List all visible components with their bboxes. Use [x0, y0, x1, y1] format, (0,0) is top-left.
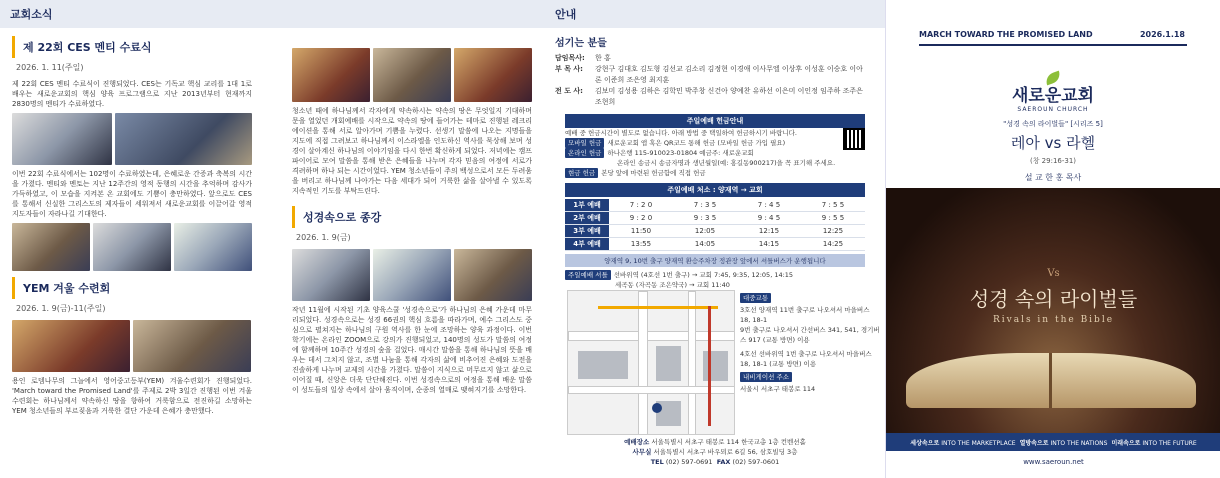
sermon-series: "성경 속의 라이벌들" [시리즈 5]: [1003, 120, 1103, 128]
staff-heading: 섬기는 분들: [555, 38, 607, 49]
weekday-shuttle: [565, 270, 865, 290]
transport-info: [740, 290, 880, 394]
offering-heading: 주일예배 헌금안내: [565, 114, 865, 128]
bible-paragraph: 작년 11월에 시작된 기초 양육스쿨 '성경속으로'가 하나님의 은혜 가운데 마무리되었다. 성경속으로는 성경 66권의 핵심 흐름을 따라가며, 예수 그리스도 중심으로 펼쳐지는 하나님의 구원 역사를 한 눈에 조망하는 양육 과정이다. 이번 학기에는 온라인 ZOOM으로 강의가 진행되었고, 140명의 성도가 말씀의 여정에 함께하며 10주간 성경의 숲을 걸었다. 매시간 말씀을 통해 하나님의 뜻을 배우는 데서 그치지 않고, 조별 나눔을 통해 각자의 삶에 비추어진 은혜와 도전을 진솔하게 나누며 교제의 시간을 가졌다. 말씀이 지식으로 머무르지 않고 삶으로 이어질 때, 신앙은 더욱 단단해진다. 이번 성경속으로의 여정을 통해 배운 말씀이 성도들의 일상 속에서 살아 움직이며, 순종의 열매로 맺혀지기를 소망한다.: [292, 306, 532, 394]
yem-photo-5: [454, 48, 532, 102]
navigation-tag: 내비게이션 주소: [740, 372, 792, 382]
table-row: 1부 예배 7 : 2 0 7 : 3 5 7 : 4 5 7 : 5 5: [565, 199, 865, 212]
ces-photo-1: [12, 113, 112, 165]
offering-online: 온라인 헌금 하나은행 115-910023-01804 예금주: 새로운교회: [565, 148, 865, 158]
bible-photos: [292, 249, 532, 301]
schedule-heading: 주일예배 처소 : 양재역 → 교회: [565, 183, 865, 197]
cover-header: [886, 0, 1220, 39]
preacher: 설 교 한 홍 목사: [1024, 173, 1082, 182]
transport-line-3: 4호선 선바위역 1번 출구로 나오셔서 마을버스 18, 18-1 (교통 방면) 이용: [740, 350, 872, 368]
weekday-line-2: 세곡동 (자곡동 조은약국) → 교회 11:40: [615, 281, 730, 289]
cover-date: 2026.1.18: [1139, 30, 1185, 39]
schedule-heading-wrap: [565, 183, 865, 197]
ces-photo-3: [12, 223, 90, 271]
staff-row: 담임목사: 한 홍: [555, 54, 611, 62]
staff-row: 부 목 사: 강현구 김대호 김도형 김선교 김소리 김정현 이경애 이사무엘 이상후 이성훈 이승호 이아론 이준희 조은영 최지훈: [555, 65, 863, 84]
yem-paragraph-continued: 청소년 때에 하나님께서 각자에게 약속하시는 약속의 땅은 무엇일지 기대하며 문을 열었던 개회예배를 시작으로 약속의 땅에 들어가는 테마로 진행된 레크리에이션을 통해 서로 알아가며 기쁨을 누렸다. 선생기 말씀에 나오는 지명들을 지도에 직접 그려보고 하나님께서 이스라엘을 인도하신 역사를 묵상해 보며 성경이 살아계신 하나님의 이야기임을 다시 한번 확신하게 되었다. 저녁에는 캠프파이어로 모여 말씀을 통해 받은 은혜들을 나누며 각자 믿음의 여정에 서로가 격려하며 하나 되는 시간이었다. YEM 청소년들이 주의 백성으로서 모든 두려움을 버리고 하나님께 나아가는 다음 세대가 되어 거룩한 삶을 살아낼 수 있도록 지속적인 기도를 부탁드린다.: [292, 107, 532, 195]
ces-photos-2: [12, 223, 252, 271]
staff-list: [545, 53, 885, 108]
news-column-2: [292, 48, 532, 395]
bible-photo-3: [454, 249, 532, 301]
offering-mobile: 모바일 헌금 새로운교회 앱 혹은 QR코드 통해 헌금 (모바일 헌금 가입 필요): [565, 138, 865, 148]
bible-date: 2026. 1. 9(금): [296, 233, 351, 242]
news-tab: 교회소식: [0, 0, 545, 28]
cover-artwork: [886, 188, 1220, 433]
table-row: 3부 예배 11:50 12:05 12:15 12:25: [565, 225, 865, 238]
table-row: 2부 예배 9 : 2 0 9 : 3 5 9 : 4 5 9 : 5 5: [565, 212, 865, 225]
church-location-pin-icon: [652, 403, 662, 413]
yem-photos-2: [292, 48, 532, 102]
yem-photo-2: [133, 320, 251, 372]
offering-cash: 현금 헌금 본당 앞에 마련된 헌금함에 직접 헌금: [565, 168, 865, 178]
cover-panel: [885, 0, 1220, 478]
ces-photo-2: [115, 113, 252, 165]
ces-paragraph-2: 이번 22회 수료식에서는 102명이 수료하였는데, 은혜로운 간증과 축복의 시간을 가졌다. 멘티와 멘토는 지난 12주간의 영적 동행의 시간을 추억하며 감사가 가득하였고, 이 모습을 지켜본 온 교회에도 기쁨이 충만하였다. 앞으로도 CES를 통해서 신실한 그리스도의 제자들이 세워져서 새로운교회를 이끌어갈 영적 지도자들이 자라나길 기대한다.: [12, 170, 252, 218]
artwork-title: 성경 속의 라이벌들: [969, 287, 1138, 311]
yem-photo-4: [373, 48, 451, 102]
sermon-title: 레아 vs 라헬: [1010, 134, 1096, 152]
yem-paragraph: 용인 로뎀나무의 그늘에서 영어중고등부(YEM) 겨울수련회가 진행되었다. 'March toward the Promised Land'를 주제로 2박 3일간 진행된 이번 겨울수련회는 하나님께서 약속하신 땅을 향하여 거룩함으로 전진하길 소망하는 YEM 청소년들의 부르짖음과 거룩한 결단 가운데 은혜가 충만했다.: [12, 377, 252, 415]
offering-online-note: 온라인 송금시 송금자명과 생년월일(예: 홍길동900217)을 꼭 표기해 주세요.: [617, 159, 836, 167]
news-panel: [0, 0, 545, 478]
ces-title: 제 22회 CES 멘티 수료식: [12, 36, 252, 58]
church-name-kr: 새로운교회: [1011, 86, 1095, 106]
ces-date: 2026. 1. 11(주일): [16, 63, 84, 72]
info-tab: 안내: [545, 0, 885, 28]
table-row: 4부 예배 13:55 14:05 14:15 14:25: [565, 238, 865, 251]
bible-photo-2: [373, 249, 451, 301]
ces-photo-5: [174, 223, 252, 271]
ces-paragraph-1: 제 22회 CES 멘티 수료식이 진행되었다. CES는 기독교 핵심 교리를 1대 1로 배우는 새로운교회의 핵심 양육 프로그램으로 지난 2013년부터 현재까지 2830명의 멘티가 수료하였다.: [12, 80, 252, 108]
artwork-subtitle: Rivals in the Bible: [992, 315, 1115, 325]
weekday-line-1: 선바위역 (4호선 1번 출구) → 교회 7:45, 9:35, 12:05, 14:15: [613, 271, 794, 279]
yem-photo-1: [12, 320, 130, 372]
yem-date: 2026. 1. 9(금)-11(주일): [16, 304, 106, 313]
ces-photo-4: [93, 223, 171, 271]
bible-photo-1: [292, 249, 370, 301]
church-logo: [886, 62, 1220, 113]
transport-tag: 대중교통: [740, 293, 771, 303]
navigation-address: 서울시 서초구 태봉로 114: [740, 385, 816, 393]
sermon-verse: (창 29:16-31): [1029, 157, 1077, 165]
offering-box: [565, 114, 865, 178]
mission-bar: 세상속으로 INTO THE MARKETPLACE 열방속으로 INTO THE NATIONS 미래속으로 INTO THE FUTURE: [886, 433, 1220, 451]
yem-photos: [12, 320, 252, 372]
weekday-tag: 주일예배 셔틀: [565, 270, 611, 280]
bible-title: 성경속으로 종강: [292, 206, 532, 228]
contact-footer: 예배장소 서울특별시 서초구 태봉로 114 한국교총 1층 컨벤션홀 사무실 서울특별시 서초구 바우뫼로 6길 56, 삼호빌딩 3층 TEL (02) 597-0691 FAX (02) 597-0601: [624, 438, 806, 466]
staff-row: 전 도 사: 김보미 김성용 김하은 김학민 박주창 신건아 양예찬 유하선 이은미 이인정 임주하 조주은 조현희: [555, 87, 863, 106]
open-bible-icon: [906, 353, 1196, 408]
shuttle-note: 양재역 9, 10번 출구 양재역 환승주차장 정관장 앞에서 셔틀버스가 운행됩니다: [565, 254, 865, 267]
shuttle-schedule-table: [565, 199, 865, 251]
transport-line-2: 9번 출구로 나오셔서 간선버스 341, 541, 경기버스 917 (교통 방면) 이용: [740, 326, 880, 344]
info-panel: [545, 0, 885, 478]
yem-photo-3: [292, 48, 370, 102]
theme-text: MARCH TOWARD THE PROMISED LAND: [919, 30, 1093, 39]
qr-code-icon[interactable]: [843, 128, 865, 154]
artwork-vs: Vs: [1047, 268, 1060, 279]
ces-photos: [12, 113, 252, 165]
location-map[interactable]: [567, 290, 735, 435]
transport-line-1: 3호선 양재역 11번 출구로 나오셔서 마을버스 18, 18-1: [740, 306, 870, 324]
news-column-1: [12, 36, 252, 416]
church-name-en: SAEROUN CHURCH: [1017, 106, 1089, 113]
yem-title: YEM 겨울 수련회: [12, 277, 252, 299]
cover-divider: [919, 44, 1187, 46]
website-link[interactable]: www.saeroun.net: [1023, 458, 1084, 466]
offering-intro: 예배 중 헌금시간이 별도로 없습니다. 아래 방법 중 택일하여 헌금하시기 바랍니다.: [565, 129, 798, 137]
